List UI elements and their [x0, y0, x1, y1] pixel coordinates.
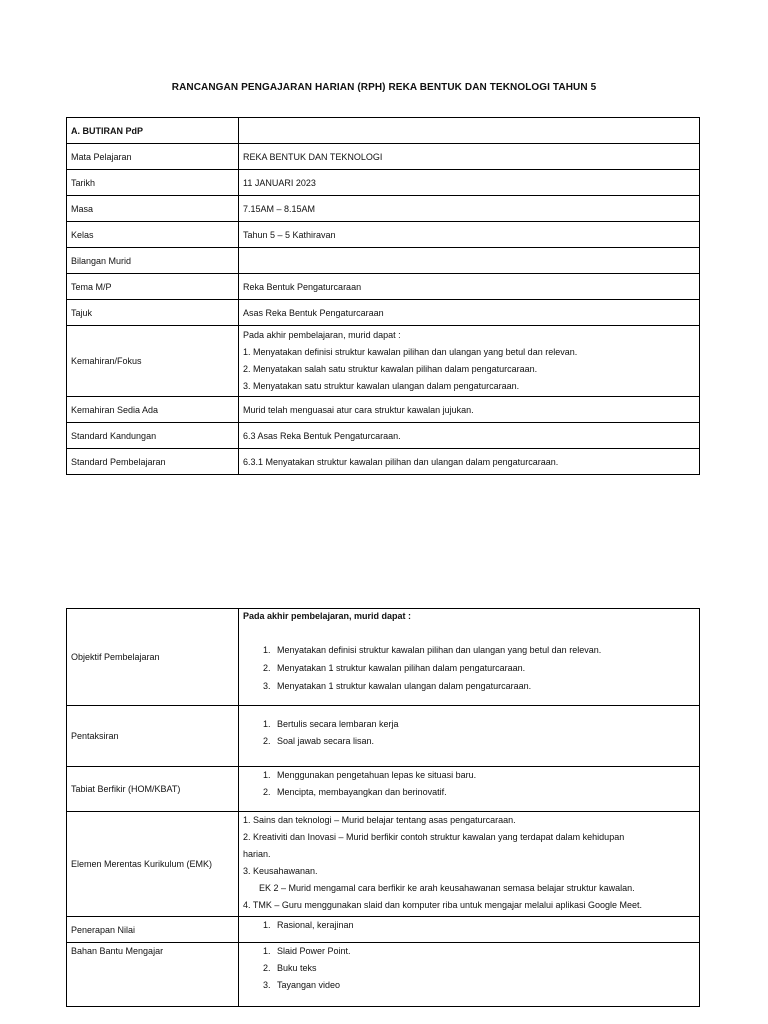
emk-line: 3. Keusahawanan.: [243, 866, 318, 876]
list-item: 3. Tayangan video: [273, 977, 695, 994]
objektif-table: [66, 608, 700, 1007]
tabiat-value: [239, 767, 700, 812]
section-title: A. BUTIRAN PdP: [67, 118, 239, 144]
row-value: Asas Reka Bentuk Pengaturcaraan: [239, 300, 700, 326]
row-label: Masa: [67, 196, 239, 222]
row-value: 6.3.1 Menyatakan struktur kawalan pilihan dan ulangan dalam pengaturcaraan.: [239, 449, 700, 475]
row-label: Bilangan Murid: [67, 248, 239, 274]
row-label: Kelas: [67, 222, 239, 248]
table-row: [67, 706, 700, 767]
pentaksiran-list: [243, 716, 695, 750]
list-item: 2. Menyatakan 1 struktur kawalan pilihan dalam pengaturcaraan.: [273, 659, 695, 677]
row-label: Bahan Bantu Mengajar: [67, 943, 239, 1007]
table-row: [67, 144, 700, 170]
row-label: Tema M/P: [67, 274, 239, 300]
table-row: [67, 118, 700, 144]
emk-line: 1. Sains dan teknologi – Murid belajar tentang asas pengaturcaraan.: [243, 815, 516, 825]
kemahiran-value: [239, 326, 700, 397]
tabiat-list: [243, 767, 695, 801]
butiran-pdp-table: [66, 117, 700, 475]
objektif-heading: Pada akhir pembelajaran, murid dapat :: [243, 611, 412, 621]
section-title-value: [239, 118, 700, 144]
table-row: [67, 812, 700, 917]
list-item: 1. Rasional, kerajinan: [273, 917, 695, 934]
row-label: Tajuk: [67, 300, 239, 326]
table-row: [67, 609, 700, 706]
table-row: [67, 248, 700, 274]
emk-value: [239, 812, 700, 917]
kemahiran-line: 1. Menyatakan definisi struktur kawalan pilihan dan ulangan yang betul dan relevan.: [243, 347, 578, 357]
kemahiran-line: 3. Menyatakan satu struktur kawalan ulangan dalam pengaturcaraan.: [243, 381, 520, 391]
row-value: REKA BENTUK DAN TEKNOLOGI: [239, 144, 700, 170]
kemahiran-line: 2. Menyatakan salah satu struktur kawalan pilihan dalam pengaturcaraan.: [243, 364, 538, 374]
objektif-value: [239, 609, 700, 706]
row-value: Murid telah menguasai atur cara struktur kawalan jujukan.: [239, 397, 700, 423]
row-label: Tabiat Berfikir (HOM/KBAT): [67, 767, 239, 812]
emk-line: 4. TMK – Guru menggunakan slaid dan komputer riba untuk mengajar melalui aplikasi Google Meet.: [243, 900, 643, 910]
table-row: [67, 423, 700, 449]
row-label: Standard Pembelajaran: [67, 449, 239, 475]
row-label: Mata Pelajaran: [67, 144, 239, 170]
row-label: Pentaksiran: [67, 706, 239, 767]
bahan-list: [243, 943, 695, 994]
row-label: Objektif Pembelajaran: [67, 609, 239, 706]
bahan-value: [239, 943, 700, 1007]
row-value: Tahun 5 – 5 Kathiravan: [239, 222, 700, 248]
table-row: [67, 943, 700, 1007]
table-row: [67, 196, 700, 222]
table-row: [67, 300, 700, 326]
emk-line: EK 2 – Murid mengamal cara berfikir ke arah keusahawanan semasa belajar struktur kawalan.: [259, 883, 635, 893]
table-row: [67, 170, 700, 196]
list-item: 1. Slaid Power Point.: [273, 943, 695, 960]
row-value: Reka Bentuk Pengaturcaraan: [239, 274, 700, 300]
table-row: [67, 449, 700, 475]
row-value: [239, 248, 700, 274]
emk-line: harian.: [243, 849, 271, 859]
table-row: [67, 397, 700, 423]
row-label: Kemahiran/Fokus: [67, 326, 239, 397]
table-row: [67, 767, 700, 812]
list-item: 2. Buku teks: [273, 960, 695, 977]
row-value: 6.3 Asas Reka Bentuk Pengaturcaraan.: [239, 423, 700, 449]
pentaksiran-value: [239, 706, 700, 767]
row-label: Standard Kandungan: [67, 423, 239, 449]
table-row: [67, 274, 700, 300]
objektif-list: [243, 641, 695, 695]
list-item: 1. Menyatakan definisi struktur kawalan pilihan dan ulangan yang betul dan relevan.: [273, 641, 695, 659]
list-item: 1. Bertulis secara lembaran kerja: [273, 716, 695, 733]
row-label: Tarikh: [67, 170, 239, 196]
table-row: [67, 326, 700, 397]
table-row: [67, 917, 700, 943]
list-item: 2. Soal jawab secara lisan.: [273, 733, 695, 750]
emk-line: 2. Kreativiti dan Inovasi – Murid berfikir contoh struktur kawalan yang terdapat dalam kehidupan: [243, 832, 625, 842]
nilai-list: [243, 917, 695, 934]
kemahiran-line: Pada akhir pembelajaran, murid dapat :: [243, 330, 401, 340]
list-item: 1. Menggunakan pengetahuan lepas ke situasi baru.: [273, 767, 695, 784]
row-label: Kemahiran Sedia Ada: [67, 397, 239, 423]
table-row: [67, 222, 700, 248]
row-label: Elemen Merentas Kurikulum (EMK): [67, 812, 239, 917]
list-item: 3. Menyatakan 1 struktur kawalan ulangan dalam pengaturcaraan.: [273, 677, 695, 695]
document-title: RANCANGAN PENGAJARAN HARIAN (RPH) REKA BENTUK DAN TEKNOLOGI TAHUN 5: [171, 82, 597, 93]
row-label: Penerapan Nilai: [67, 917, 239, 943]
nilai-value: [239, 917, 700, 943]
row-value: 7.15AM – 8.15AM: [239, 196, 700, 222]
row-value: 11 JANUARI 2023: [239, 170, 700, 196]
list-item: 2. Mencipta, membayangkan dan berinovatif.: [273, 784, 695, 801]
